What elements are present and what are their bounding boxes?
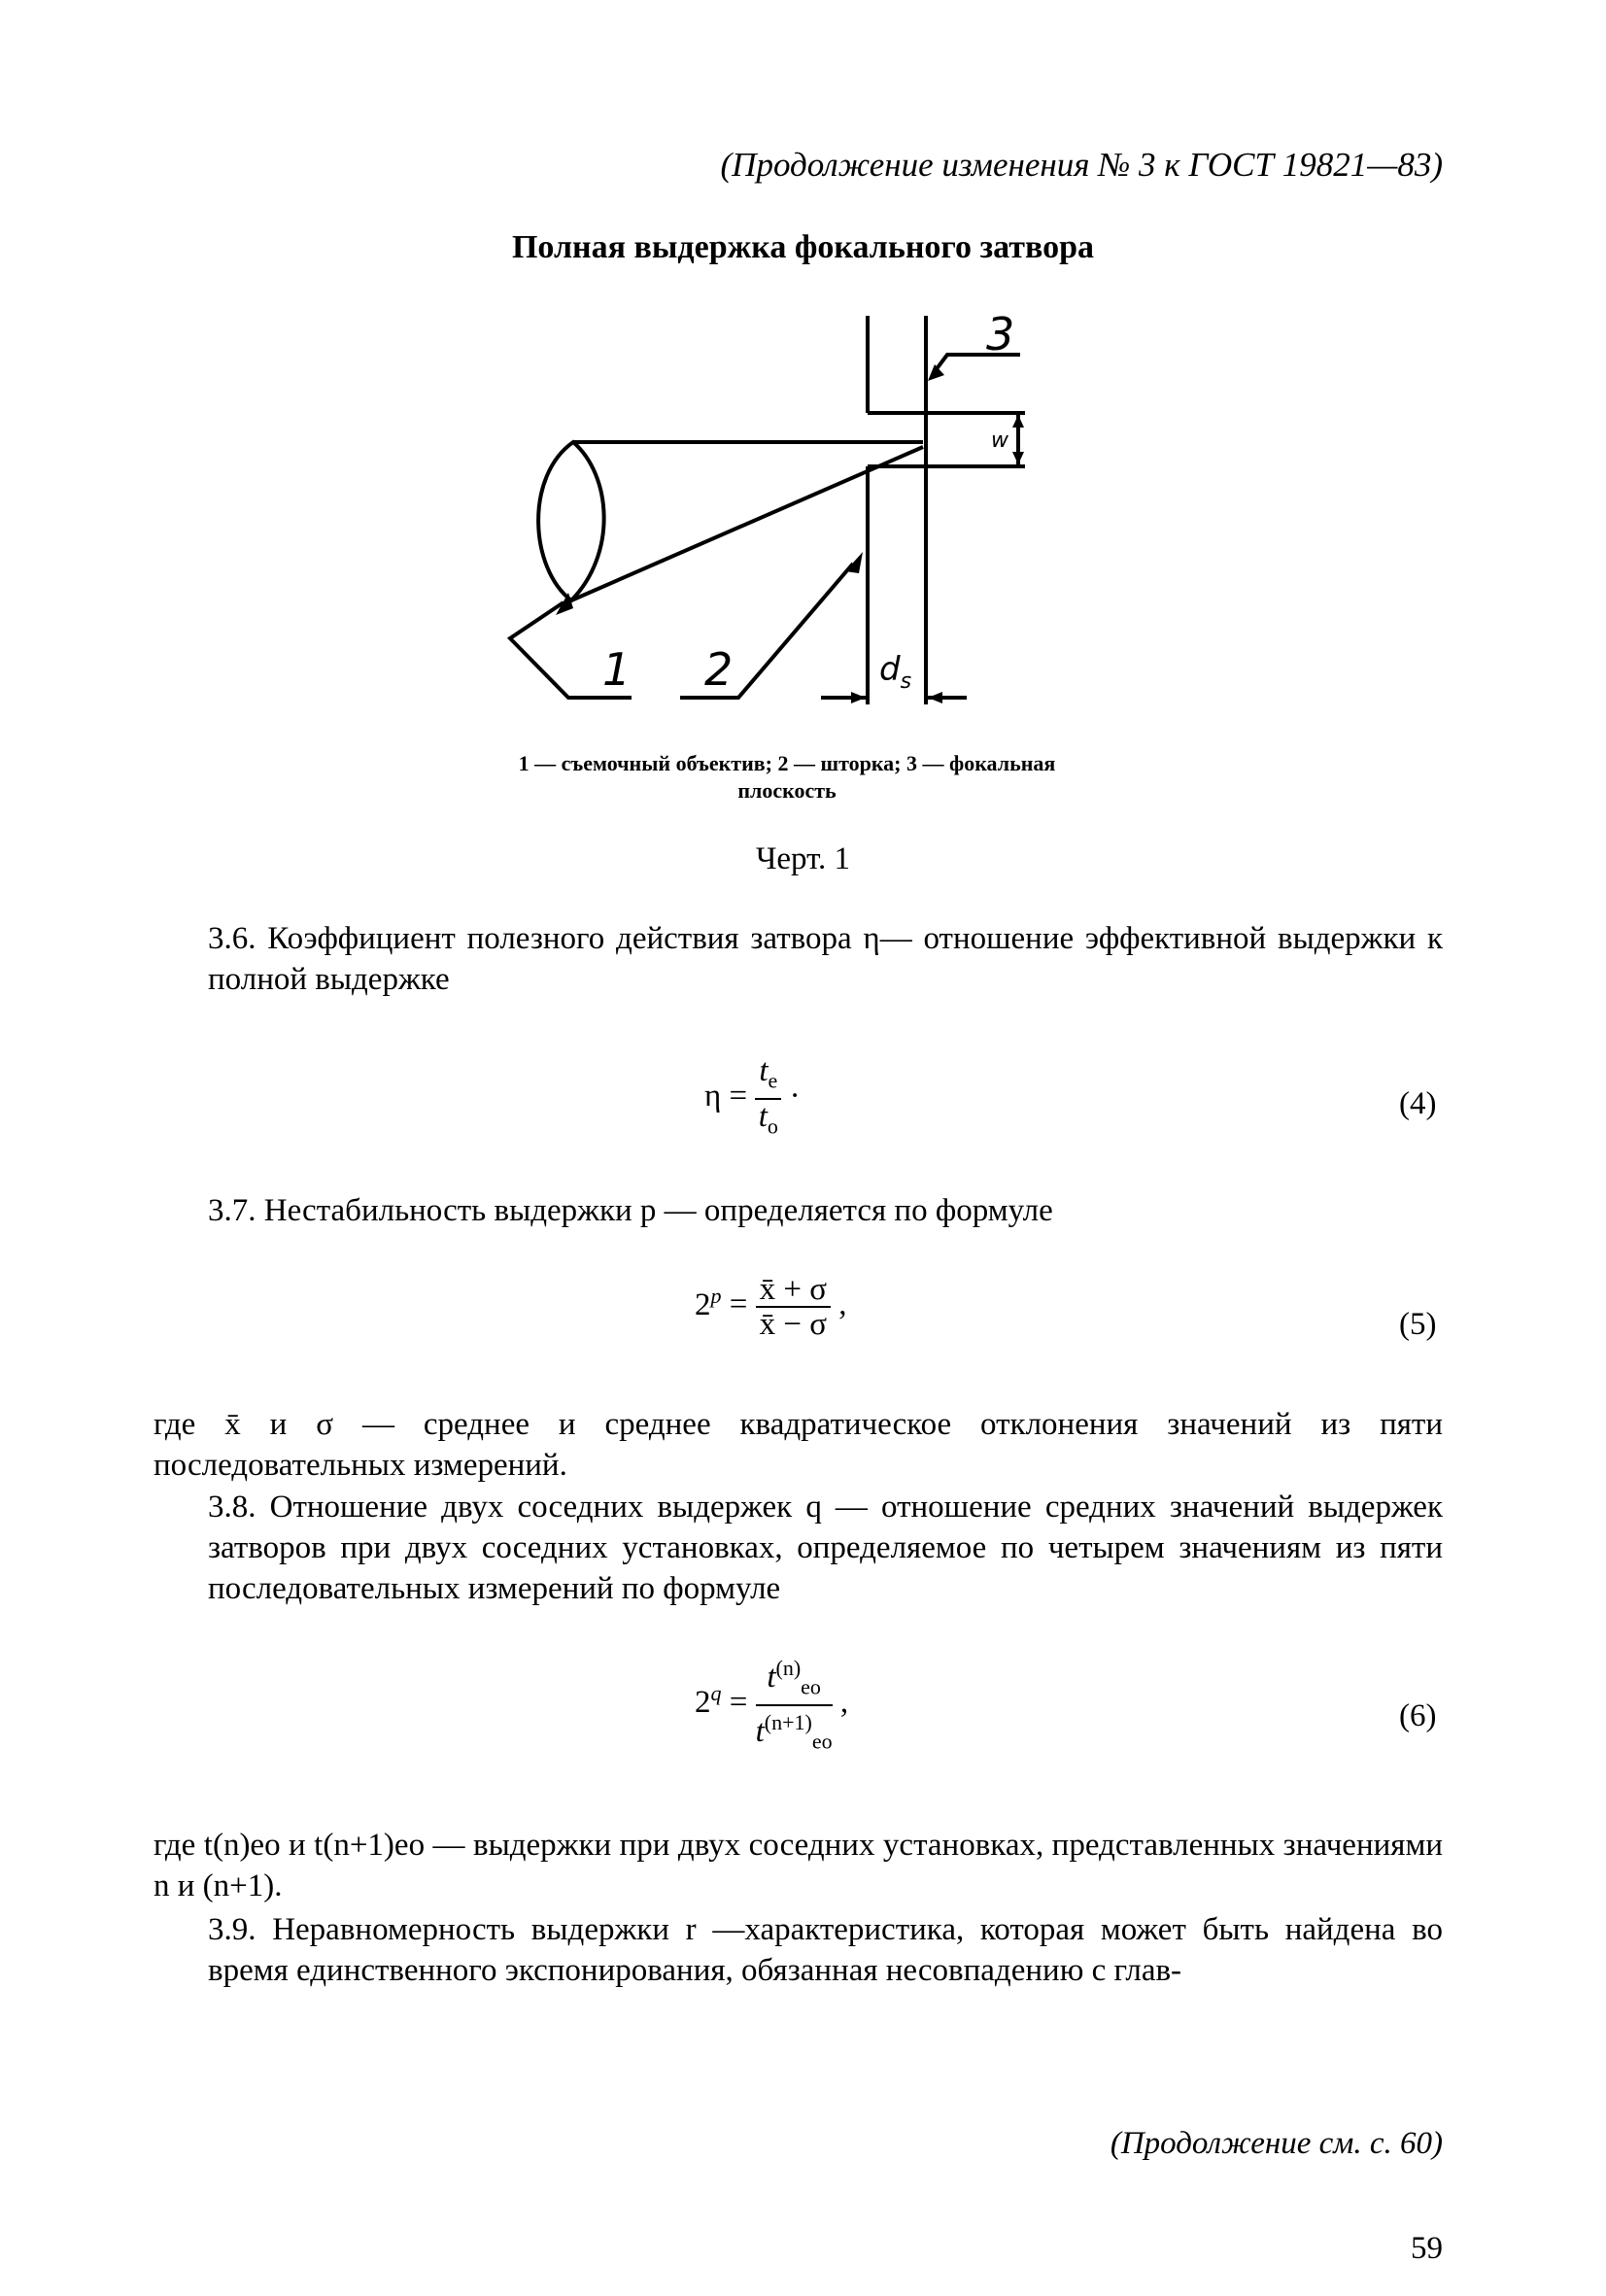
paragraph-3-8: 3.8. Отношение двух соседних выдержек q — отношение средних значений выдержек затворов при двух соседних установках, определяемое по четырем значениям из пяти последовательных измерений по формуле [208,1490,1443,1606]
page-header: (Продолжение изменения № 3 к ГОСТ 19821—83) [720,146,1443,184]
figure-title: Полная выдержка фокального затвора [511,229,1095,265]
page-number: 59 [1411,2231,1443,2266]
paragraph-3-9: 3.9. Неравномерность выдержки r —характеристика, которая может быть найдена во время единственного экспонирования, обязанная несовпадению с глав- [208,1912,1443,1988]
label-w: w [991,428,1008,453]
caption-line-2: плоскость [737,778,837,803]
focal-shutter-figure [486,311,1069,719]
paragraph-eq6-note: где t(n)eo и t(n+1)eo — выдержки при двух соседних установках, представленных значениями n и (n+1). [154,1828,1443,1903]
label-3: 3 [986,311,1015,360]
cone-bottom-line [571,447,923,600]
eq6-fraction: $\frac{t^{(n)}_{eo}}{t^{(n+1)}_{eo}}$ [756,1652,833,1758]
paragraph-eq5-note: где x̄ и σ — среднее и среднее квадратическое отклонения значений из пяти последовательных измерений. [154,1407,1443,1483]
label-ds: $d_s$ [879,650,912,694]
eq4-fraction: $\frac{t_e}{t_o}$ [755,1054,781,1143]
arrow-w-down [1012,452,1024,464]
figure-caption [408,750,1166,805]
equation-5-number: (5) [1399,1307,1437,1342]
label-1: 1 [602,643,632,696]
arrow-w-up [1012,415,1024,428]
equation-6-number: (6) [1399,1698,1437,1733]
arrow-ds-left [851,692,866,703]
arrow-2 [845,552,863,573]
equation-6: 2$^q$ = $\frac{t^{(n)}_{eo}}{t^{(n+1)}_{eo}}$ , [695,1652,848,1758]
equation-4: η = $\frac{t_e}{t_o}$ · [704,1054,801,1143]
label-2: 2 [704,643,734,696]
paragraph-3-7: 3.7. Нестабильность выдержки p — определяется по формуле [208,1193,1053,1228]
caption-line-1: 1 — съемочный объектив; 2 — шторка; 3 — фокальная [518,751,1056,775]
arrow-3 [928,364,944,381]
eq5-fraction: $\frac{x̄ + \sigma}{x̄ - \sigma}$ [756,1273,831,1341]
paragraph-3-6: 3.6. Коэффициент полезного действия затвора η— отношение эффективной выдержки к полной выдержке [208,921,1443,997]
arrow-ds-right [928,692,942,703]
equation-5: 2$^p$ = $\frac{x̄ + \sigma}{x̄ - \sigma}$ , [695,1272,847,1342]
figure-number: Черт. 1 [755,841,851,876]
equation-4-number: (4) [1399,1086,1437,1121]
lens-shape [538,442,604,600]
page-footer-continuation: (Продолжение см. с. 60) [1110,2126,1443,2161]
